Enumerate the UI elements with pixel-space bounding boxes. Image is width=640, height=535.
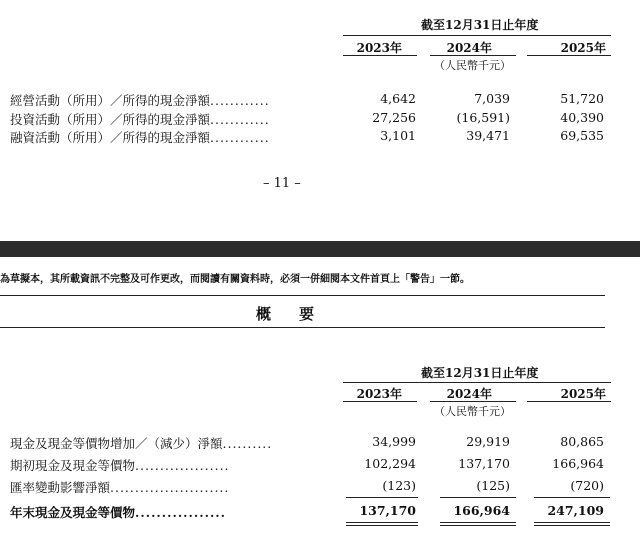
bottom-row-value-2024: (125) bbox=[476, 478, 510, 493]
bottom-year-rule-2023 bbox=[343, 401, 417, 402]
top-row-value-2023: 3,101 bbox=[380, 128, 416, 143]
bottom-year-rule-2024 bbox=[430, 401, 516, 402]
section-title-bottom-rule bbox=[0, 327, 605, 328]
bottom-year-rule-2025 bbox=[527, 401, 611, 402]
top-row-value-2024: 39,471 bbox=[466, 128, 510, 143]
section-title-top-rule bbox=[0, 295, 605, 296]
section-title: 概要 bbox=[256, 305, 343, 323]
total-row-label: 年末現金及現金等價物................. bbox=[10, 505, 226, 520]
top-period-rule bbox=[343, 35, 611, 36]
bottom-period-header: 截至12月31日止年度 bbox=[421, 366, 539, 380]
top-row-label: 經營活動（所用）／所得的現金淨額............ bbox=[10, 93, 270, 108]
total-double-rule-2025-b bbox=[534, 525, 610, 526]
top-year-2024: 2024年 bbox=[446, 41, 492, 55]
bottom-row-label: 期初現金及現金等價物................... bbox=[10, 458, 230, 473]
total-double-rule-2025-a bbox=[534, 522, 610, 523]
bottom-row-value-2024: 29,919 bbox=[466, 434, 510, 449]
top-row-label: 投資活動（所用）／所得的現金淨額............ bbox=[10, 112, 270, 127]
bottom-row-value-2023: (123) bbox=[382, 478, 416, 493]
subtotal-rule-2023 bbox=[346, 497, 418, 498]
bottom-row-value-2025: (720) bbox=[570, 478, 604, 493]
page-separator-band bbox=[0, 241, 640, 257]
bottom-year-2024: 2024年 bbox=[446, 387, 492, 401]
top-row-value-2025: 51,720 bbox=[560, 91, 604, 106]
top-unit-label: （人民幣千元） bbox=[434, 59, 511, 72]
page-number: – 11 – bbox=[263, 176, 301, 191]
total-double-rule-2023-a bbox=[346, 522, 418, 523]
top-row-value-2024: 7,039 bbox=[474, 91, 510, 106]
subtotal-rule-2025 bbox=[534, 497, 610, 498]
draft-warning-text: 為草擬本，其所載資訊不完整及可作更改，而閱讀有關資料時，必須一併細閱本文件首頁上「警告」一節。 bbox=[0, 274, 470, 285]
top-row-value-2023: 27,256 bbox=[372, 110, 416, 125]
total-double-rule-2023-b bbox=[346, 525, 418, 526]
top-year-rule-2023 bbox=[343, 55, 417, 56]
total-value-2025: 247,109 bbox=[547, 503, 604, 518]
top-year-2025: 2025年 bbox=[560, 41, 606, 55]
total-double-rule-2024-b bbox=[440, 525, 516, 526]
total-double-rule-2024-a bbox=[440, 522, 516, 523]
top-period-header: 截至12月31日止年度 bbox=[421, 18, 539, 32]
subtotal-rule-2024 bbox=[440, 497, 516, 498]
top-year-2023: 2023年 bbox=[356, 41, 402, 55]
bottom-row-value-2024: 137,170 bbox=[458, 456, 510, 471]
bottom-row-value-2023: 102,294 bbox=[364, 456, 416, 471]
bottom-unit-label: （人民幣千元） bbox=[434, 405, 511, 418]
top-row-value-2025: 40,390 bbox=[560, 110, 604, 125]
bottom-row-label: 現金及現金等價物增加／（減少）淨額.......... bbox=[10, 436, 273, 451]
bottom-row-value-2025: 166,964 bbox=[552, 456, 604, 471]
bottom-year-2023: 2023年 bbox=[356, 387, 402, 401]
bottom-row-value-2025: 80,865 bbox=[560, 434, 604, 449]
bottom-row-value-2023: 34,999 bbox=[372, 434, 416, 449]
top-row-value-2023: 4,642 bbox=[380, 91, 416, 106]
bottom-year-2025: 2025年 bbox=[560, 387, 606, 401]
total-value-2023: 137,170 bbox=[359, 503, 416, 518]
top-row-value-2024: (16,591) bbox=[456, 110, 510, 125]
total-value-2024: 166,964 bbox=[453, 503, 510, 518]
top-year-rule-2025 bbox=[527, 55, 611, 56]
top-year-rule-2024 bbox=[430, 55, 516, 56]
top-row-label: 融資活動（所用）／所得的現金淨額............ bbox=[10, 130, 270, 145]
bottom-row-label: 匯率變動影響淨額........................ bbox=[10, 480, 230, 495]
bottom-period-rule bbox=[343, 382, 611, 383]
top-row-value-2025: 69,535 bbox=[560, 128, 604, 143]
